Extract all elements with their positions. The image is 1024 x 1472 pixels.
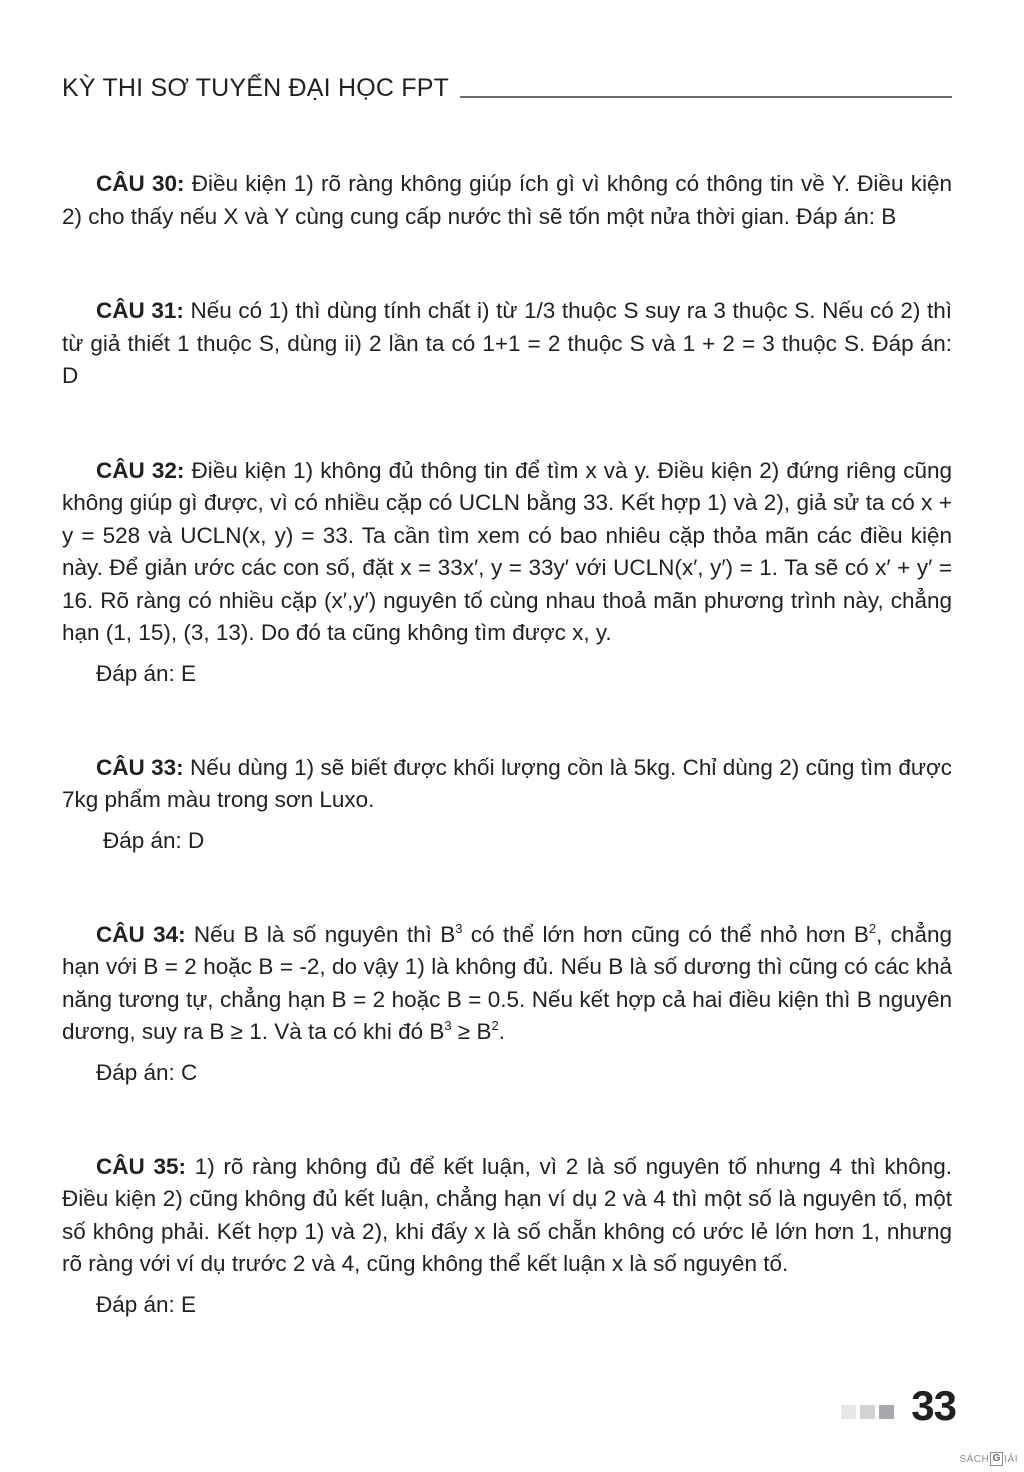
page-footer xyxy=(756,1384,956,1428)
watermark-box: G xyxy=(990,1452,1003,1466)
superscript: 3 xyxy=(455,920,463,936)
question-label: CÂU 34: xyxy=(96,921,186,947)
dot-icon xyxy=(879,1405,894,1419)
question-33 xyxy=(62,752,952,817)
question-text: Nếu có 1) thì dùng tính chất i) từ 1/3 thuộc S suy ra 3 thuộc S. Nếu có 2) thì từ giả thiết 1 thuộc S, dùng ii) 2 lần ta có 1+1 = 2 thuộc S và 1 + 2 = 3 thuộc S. Đáp án: D xyxy=(62,298,952,388)
page-dots-decoration xyxy=(841,1405,894,1419)
watermark-text: IẢI xyxy=(1004,1453,1018,1465)
answer-33: Đáp án: D xyxy=(103,827,205,853)
question-label: CÂU 30: xyxy=(96,171,185,196)
question-text-part: . xyxy=(498,1019,505,1044)
watermark-logo xyxy=(959,1452,1018,1466)
question-text-part: ≥ B xyxy=(451,1019,492,1044)
question-31 xyxy=(62,295,952,393)
page-number: 33 xyxy=(911,1382,956,1429)
superscript: 2 xyxy=(868,920,877,936)
question-32 xyxy=(62,455,952,650)
superscript: 2 xyxy=(491,1018,499,1033)
question-label: CÂU 31: xyxy=(96,298,184,323)
header-title: KỲ THI SƠ TUYỂN ĐẠI HỌC FPT xyxy=(62,74,450,102)
question-35 xyxy=(62,1151,952,1281)
superscript: 3 xyxy=(444,1018,452,1033)
answer-content xyxy=(62,168,952,1321)
question-text-part: Nếu B là số nguyên thì B xyxy=(185,921,456,947)
dot-icon xyxy=(860,1405,875,1419)
question-text: Điều kiện 1) không đủ thông tin để tìm x và y. Điều kiện 2) đứng riêng cũng không giúp gì được, vì có nhiều cặp có UCLN bằng 33. Kết hợp 1) và 2), giả sử ta có x + y = 528 và UCLN(x, y) = 33. Ta cần tìm xem có bao nhiêu cặp thỏa mãn các điều kiện này. Để giản ước các con số, đặt x = 33x′, y = 33y′ với UCLN(x′, y′) = 1. Ta sẽ có x′ + y′ = 16. Rõ ràng có nhiều cặp (x′,y′) nguyên tố cùng nhau thoả mãn phương trình này, chẳng hạn (1, 15), (3, 13). Do đó ta cũng không tìm được x, y. xyxy=(62,457,952,645)
question-label: CÂU 32: xyxy=(96,457,185,483)
question-label: CÂU 35: xyxy=(96,1153,186,1179)
question-text-part: , chẳng hạn với B = 2 hoặc B = -2, do vậy 1) là không đủ. Nếu B là số dương thì cũng có các khả năng tương tự, chẳng hạn B = 2 hoặc B = 0.5. Nếu kết hợp cả hai điều kiện thì B nguyên dương, suy ra B ≥ 1. Và ta có khi đó B xyxy=(62,921,952,1044)
question-label: CÂU 33: xyxy=(96,754,184,780)
question-text-part: có thể lớn hơn cũng có thể nhỏ hơn B xyxy=(462,921,869,947)
answer-35: Đáp án: E xyxy=(96,1291,197,1317)
header-rule xyxy=(460,96,952,98)
page-header xyxy=(62,74,952,114)
question-34 xyxy=(62,919,952,1049)
dot-icon xyxy=(841,1405,856,1419)
question-text: Điều kiện 1) rõ ràng không giúp ích gì vì không có thông tin về Y. Điều kiện 2) cho thấy nếu X và Y cùng cung cấp nước thì sẽ tốn một nửa thời gian. Đáp án: B xyxy=(62,171,952,229)
answer-32: Đáp án: E xyxy=(96,660,197,686)
question-30 xyxy=(62,168,952,233)
question-text: Nếu dùng 1) sẽ biết được khối lượng cồn là 5kg. Chỉ dùng 2) cũng tìm được 7kg phẩm màu trong sơn Luxo. xyxy=(62,754,952,812)
watermark-text: SÁCH xyxy=(959,1453,990,1465)
answer-34: Đáp án: C xyxy=(96,1059,198,1085)
question-text: 1) rõ ràng không đủ để kết luận, vì 2 là số nguyên tố nhưng 4 thì không. Điều kiện 2) cũng không đủ kết luận, chẳng hạn ví dụ 2 và 4 thì một số là nguyên tố, một số không phải. Kết hợp 1) và 2), khi đấy x là số chẵn không có ước lẻ lớn hơn 1, nhưng rõ ràng với ví dụ trước 2 và 4, cũng không thể kết luận x là số nguyên tố. xyxy=(62,1153,952,1276)
